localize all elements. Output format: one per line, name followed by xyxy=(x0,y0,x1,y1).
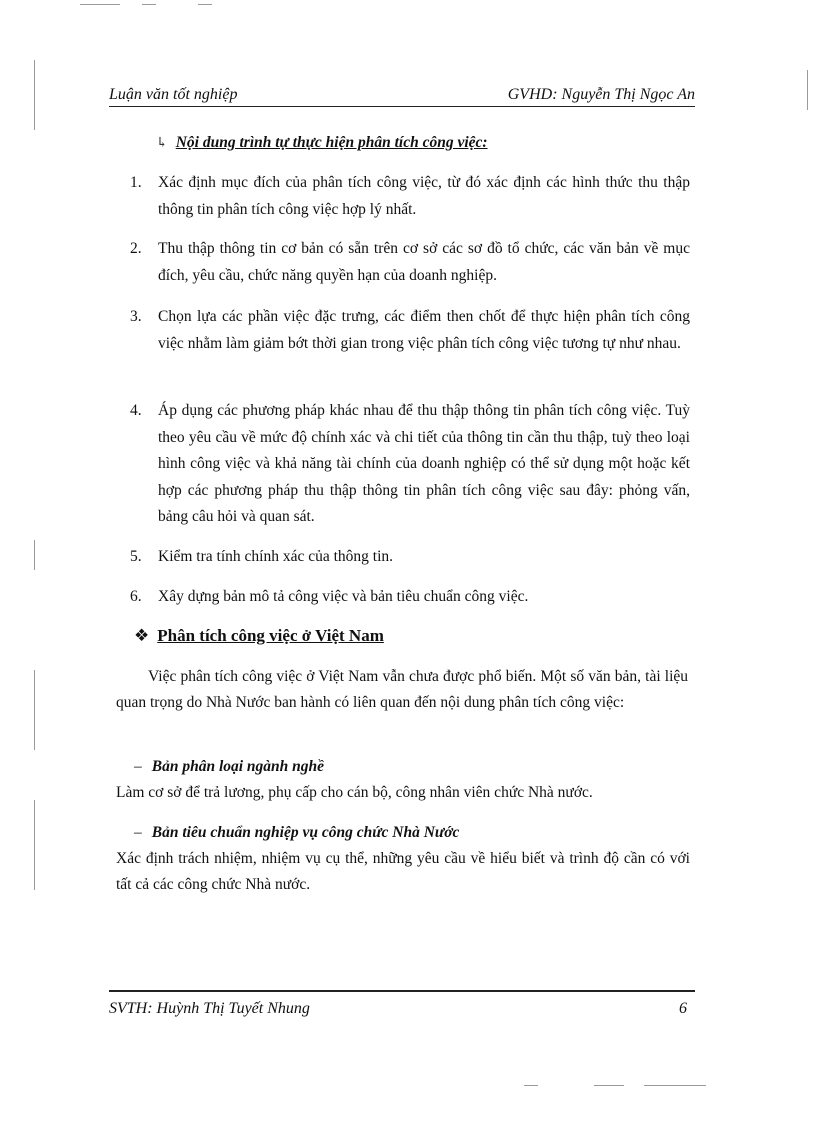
scan-artifact xyxy=(198,4,212,5)
list-item-text: Thu thập thông tin cơ bản có sẵn trên cơ sở các sơ đồ tổ chức, các văn bản về mục đích, yêu cầu, chức năng quyền hạn của doanh nghiệp. xyxy=(158,240,690,284)
scan-artifact xyxy=(524,1085,538,1086)
list-item-text: Xây dựng bản mô tả công việc và bản tiêu chuẩn công việc. xyxy=(158,588,529,605)
scan-artifact xyxy=(142,4,156,5)
list-item-text: Xác định mục đích của phân tích công việc, từ đó xác định các hình thức thu thập thông tin phân tích công việc hợp lý nhất. xyxy=(158,174,690,218)
document-title-text: Bản tiêu chuẩn nghiệp vụ công chức Nhà Nước xyxy=(151,824,460,841)
document-description: Làm cơ sở để trả lương, phụ cấp cho cán bộ, công nhân viên chức Nhà nước. xyxy=(116,784,593,801)
scan-artifact xyxy=(807,70,808,110)
list-item xyxy=(130,584,690,611)
scan-artifact xyxy=(34,60,35,130)
thesis-label: Luận văn tốt nghiệp xyxy=(109,86,238,103)
dash-bullet: – xyxy=(134,758,142,775)
advisor-label: GVHD: Nguyễn Thị Ngọc An xyxy=(507,86,695,103)
diamond-bullet-icon: ❖ xyxy=(134,626,150,645)
subsection-heading-text: Phân tích công việc ở Việt Nam xyxy=(157,626,384,645)
hand-pointer-icon: ↳ xyxy=(156,136,168,151)
student-label: SVTH: Huỳnh Thị Tuyết Nhung xyxy=(109,1000,310,1017)
dash-bullet: – xyxy=(134,824,142,841)
page-number: 6 xyxy=(679,1000,687,1017)
scan-artifact xyxy=(80,4,120,5)
list-item-text: Áp dụng các phương pháp khác nhau để thu thập thông tin phân tích công việc. Tuỳ theo yêu cầu về mức độ chính xác và chi tiết của thông tin cần thu thập, tuỳ theo loại hình công việc và khả năng tài chính của doanh nghiệp có thể sử dụng một hoặc kết hợp các phương pháp thu thập thông tin phân tích công việc sau đây: phỏng vấn, bảng câu hỏi và quan sát. xyxy=(158,402,690,525)
list-item-number: 5. xyxy=(130,548,142,565)
list-item-number: 4. xyxy=(130,402,142,419)
scan-artifact xyxy=(34,670,35,750)
section-heading xyxy=(156,134,488,152)
document-description: Xác định trách nhiệm, nhiệm vụ cụ thể, những yêu cầu về hiểu biết và trình độ cần có với tất cả các công chức Nhà nước. xyxy=(116,850,690,893)
list-item xyxy=(130,398,690,531)
list-item-text: Chọn lựa các phần việc đặc trưng, các điểm then chốt để thực hiện phân tích công việc nhằm làm giảm bớt thời gian trong việc phân tích công việc tương tự như nhau. xyxy=(158,308,690,352)
list-item xyxy=(130,304,690,357)
list-item-number: 6. xyxy=(130,588,142,605)
list-item-number: 3. xyxy=(130,308,142,325)
list-item-number: 1. xyxy=(130,174,142,191)
list-item xyxy=(130,236,690,289)
document-title xyxy=(134,824,459,842)
document-title xyxy=(134,758,324,776)
scan-artifact xyxy=(594,1085,624,1086)
subsection-heading xyxy=(134,626,384,646)
document-title-text: Bản phân loại ngành nghề xyxy=(151,758,325,775)
intro-paragraph: Việc phân tích công việc ở Việt Nam vẫn chưa được phổ biến. Một số văn bản, tài liệu quan trọng do Nhà Nước ban hành có liên quan đến nội dung phân tích công việc: xyxy=(116,668,688,711)
scan-artifact xyxy=(644,1085,706,1086)
list-item-text: Kiểm tra tính chính xác của thông tin. xyxy=(158,548,394,565)
scan-artifact xyxy=(34,540,35,570)
list-item-number: 2. xyxy=(130,240,142,257)
page-header xyxy=(109,84,695,107)
scan-artifact xyxy=(34,800,35,890)
section-heading-text: Nội dung trình tự thực hiện phân tích công việc: xyxy=(175,134,488,151)
list-item xyxy=(130,544,690,571)
list-item xyxy=(130,170,690,223)
page-footer xyxy=(109,990,695,1018)
